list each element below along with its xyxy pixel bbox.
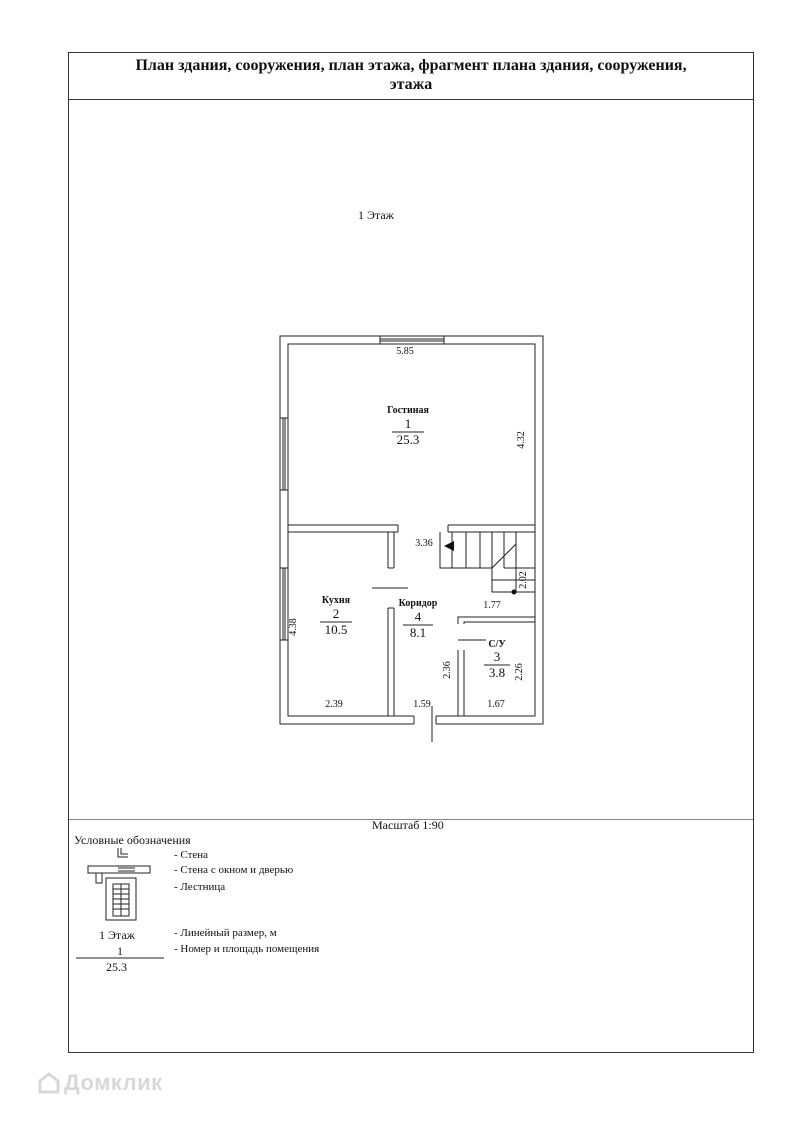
dim-kitchen-width: 2.39	[325, 699, 343, 710]
legend-window-door-symbol	[88, 866, 150, 883]
dim-corridor-width: 1.59	[413, 699, 431, 710]
legend-item-stairs: - Лестница	[174, 881, 226, 893]
stairs-arrow-icon	[444, 541, 454, 551]
title-line-1: План здания, сооружения, план этажа, фрагмент плана здания, сооружения,	[135, 57, 687, 74]
legend-item-window-door: - Стена с окном и дверью	[174, 864, 294, 876]
watermark-text: Домклик	[64, 1070, 163, 1095]
scale-label: Масштаб 1:90	[372, 818, 444, 832]
legend-stairs-symbol	[106, 878, 136, 920]
dim-living-height: 4.32	[516, 431, 527, 449]
dim-wc-height: 2.26	[514, 663, 525, 681]
room-name-kitchen: Кухня	[321, 595, 351, 606]
door-opening-living	[398, 524, 448, 533]
room-area-wc: 3.8	[488, 665, 506, 680]
room-number-kitchen: 2	[332, 606, 340, 621]
room-area-kitchen: 10.5	[324, 622, 348, 637]
room-area-living: 25.3	[396, 432, 420, 447]
legend-sample-floor: 1 Этаж	[99, 928, 135, 942]
legend-sample-area: 25.3	[106, 960, 127, 974]
domclick-logo-icon	[38, 1072, 60, 1094]
dim-corridor-height: 2.36	[442, 661, 453, 679]
dim-stair-width: 1.77	[483, 600, 501, 611]
dim-kitchen-height: 4.38	[288, 618, 299, 636]
dim-corridor-top: 3.36	[415, 538, 433, 549]
dim-living-width: 5.85	[396, 346, 414, 357]
room-name-living: Гостиная	[387, 405, 429, 416]
room-name-wc: С/У	[488, 639, 506, 650]
window-top	[380, 336, 444, 344]
dim-wc-width: 1.67	[487, 699, 505, 710]
room-name-corridor: Коридор	[398, 598, 438, 609]
room-number-living: 1	[404, 416, 412, 431]
window-kitchen-left	[280, 568, 288, 640]
room-number-wc: 3	[493, 649, 501, 664]
legend-item-wall: - Стена	[174, 849, 209, 861]
legend-wall-symbol	[118, 848, 128, 857]
legend-sample-number: 1	[117, 944, 123, 958]
title-line-2: этажа	[389, 76, 433, 93]
legend-item-room-number: - Номер и площадь помещения	[174, 943, 320, 955]
room-area-corridor: 8.1	[409, 625, 427, 640]
dim-stair-height: 2.02	[518, 571, 529, 589]
legend-title: Условные обозначения	[74, 833, 191, 847]
wall-kitchen-corridor	[388, 532, 394, 716]
floor-label: 1 Этаж	[358, 208, 394, 222]
entry-door-opening	[414, 715, 436, 725]
legend-item-dimension: - Линейный размер, м	[174, 927, 277, 939]
window-living-left	[280, 418, 288, 490]
stairs-start-dot	[512, 590, 517, 595]
room-number-corridor: 4	[414, 609, 422, 624]
door-opening-wc	[457, 624, 465, 650]
